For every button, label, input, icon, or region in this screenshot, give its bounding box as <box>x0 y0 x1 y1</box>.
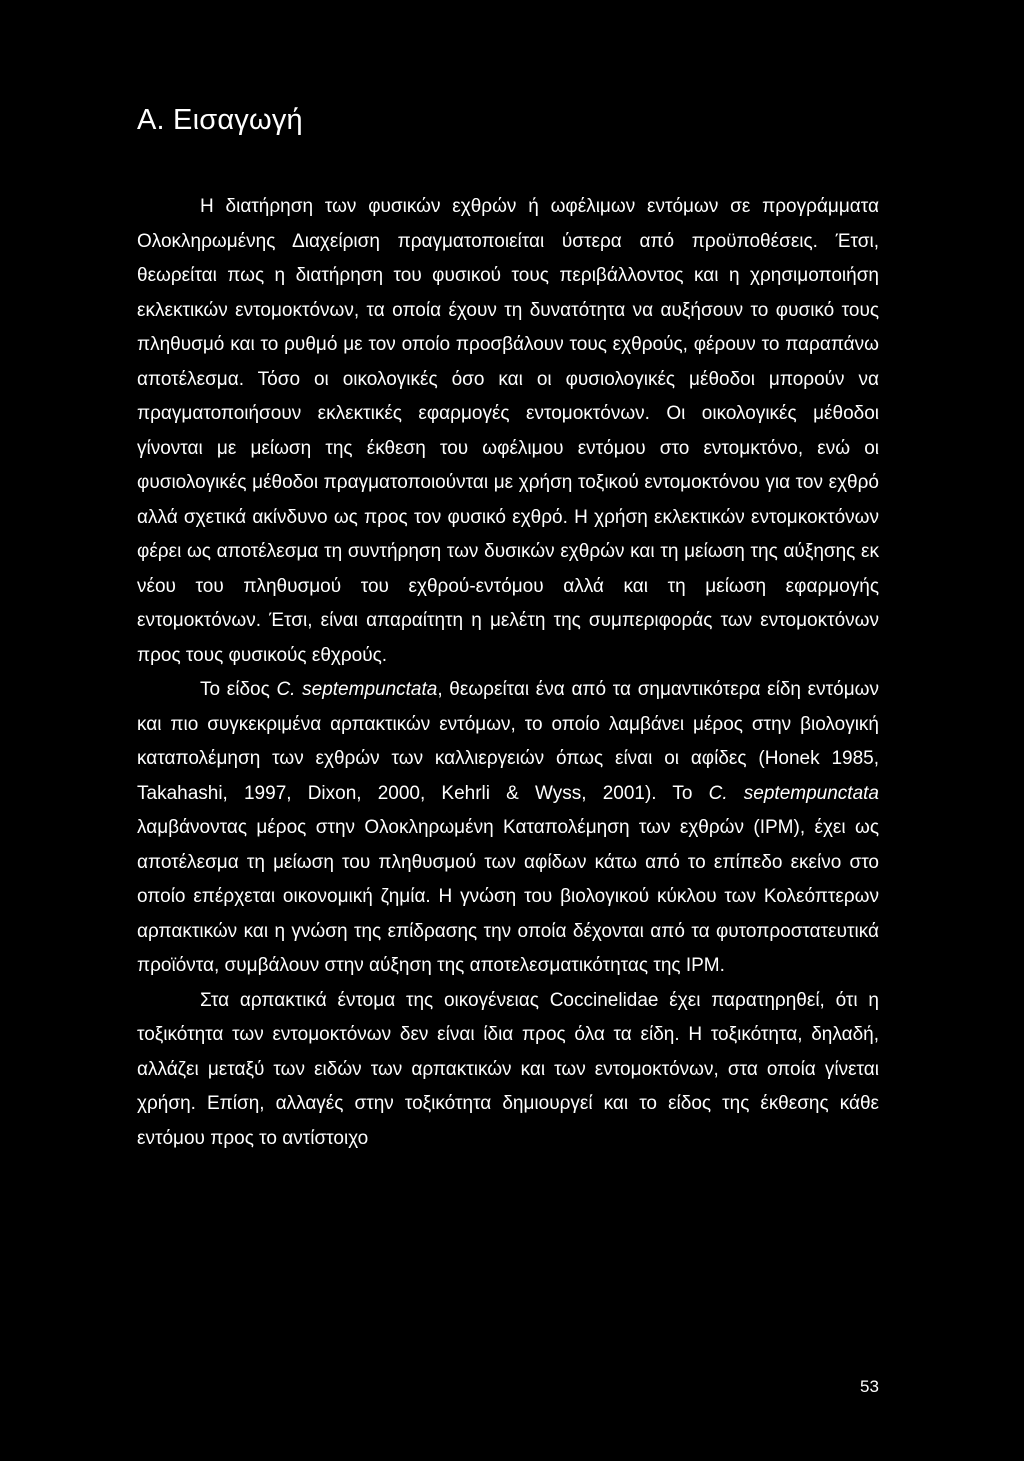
section-heading: A. Εισαγωγή <box>137 104 303 136</box>
paragraph-2-text-a: Το είδος <box>200 679 277 700</box>
paragraph-3-text: Στα αρπακτικά έντομα της οικογένειας Coccinelidae έχει παρατηρηθεί, ότι η τοξικότητα των εντομοκτόνων δεν είναι ίδια προς όλα τα είδη. Η τοξικότητα, δηλαδή, αλλάζει μεταξύ των ειδών των αρπακτικών και των εντομοκτόνων, στα οποία γίνεται χρήση. Επίση, αλλαγές στην τοξικότητα δημιουργεί και το είδος της έκθεσης κάθε εντόμου προς το αντίστοιχο <box>137 989 879 1149</box>
body-text <box>137 190 879 1156</box>
paragraph-1-text: Η διατήρηση των φυσικών εχθρών ή ωφέλιμων εντόμων σε προγράμματα Ολοκληρωμένης Διαχείριση πραγματοποιείται ύστερα από προϋποθέσεις. Έτσι, θεωρείται πως η διατήρηση του φυσικού τους περιβάλλοντος και η χρησιμοποιήση εκλεκτικών εντομοκτόνων, τα οποία έχουν τη δυνατότητα να αυξήσουν το φυσικό τους πληθυσμό και το ρυθμό με τον οποίο προσβάλουν τους εχθρούς, φέρουν το παραπάνω αποτέλεσμα. Τόσο οι οικολογικές όσο και οι φυσιολογικές μέθοδοι μπορούν να πραγματοποιήσουν εκλεκτικές εφαρμογές εντομοκτόνων. Οι οικολογικές μέθοδοι γίνονται με μείωση της έκθεση του ωφέλιμου εντόμου στο εντομκτόνο, ενώ οι φυσιολογικές μέθοδοι πραγματοποιούνται με χρήση τοξικού εντομοκτόνου για τον εχθρό αλλά σχετικά ακίνδυνο ως προς τον φυσικό εχθρό. Η χρήση εκλεκτικών εντομκοκτόνων φέρει ως αποτέλεσμα τη συντήρηση των δυσικών εχθρών και τη μείωση της αύξησης εκ νέου του πληθυσμού του εχθρού-εντόμου αλλά και τη μείωση εφαρμογής εντομοκτόνων. Έτσι, είναι απαραίτητη η μελέτη της συμπεριφοράς των εντομοκτόνων προς τους φυσικούς εθχρούς. <box>137 196 879 666</box>
paragraph-2-text-b: , θεωρείται ένα από τα σημαντικότερα είδη εντόμων και πιο συγκεκριμένα αρπακτικών εντόμων, το οποίο λαμβάνει μέρος στην βιολογική καταπολέμηση των εχθρών των καλλιεργειών όπως είναι οι αφίδες (Honek 1985, Takahashi, 1997, Dixon, 2000, Kehrli & Wyss, 2001). Το <box>137 679 879 804</box>
species-name: C. septempunctata <box>276 679 438 700</box>
paragraph-2 <box>137 673 879 984</box>
paragraph-3 <box>137 984 879 1157</box>
species-name: C. septempunctata <box>708 782 879 804</box>
page-number: 53 <box>860 1377 879 1396</box>
paragraph-2-text-c: λαμβάνοντας μέρος στην Ολοκληρωμένη Καταπολέμηση των εχθρών (IPM), έχει ως αποτέλεσμα τη μείωση του πληθυσμού των αφίδων κάτω από το επίπεδο εκείνο στο οποίο επέρχεται οικονομική ζημία. Η γνώση του βιολογικού κύκλου των Κολεόπτερων αρπακτικών και η γνώση της επίδρασης την οποία δέχονται από τα φυτοπροστατευτικά προϊόντα, συμβάλουν στην αύξηση της αποτελεσματικότητας της IPM. <box>137 817 879 976</box>
paragraph-1 <box>137 190 879 673</box>
